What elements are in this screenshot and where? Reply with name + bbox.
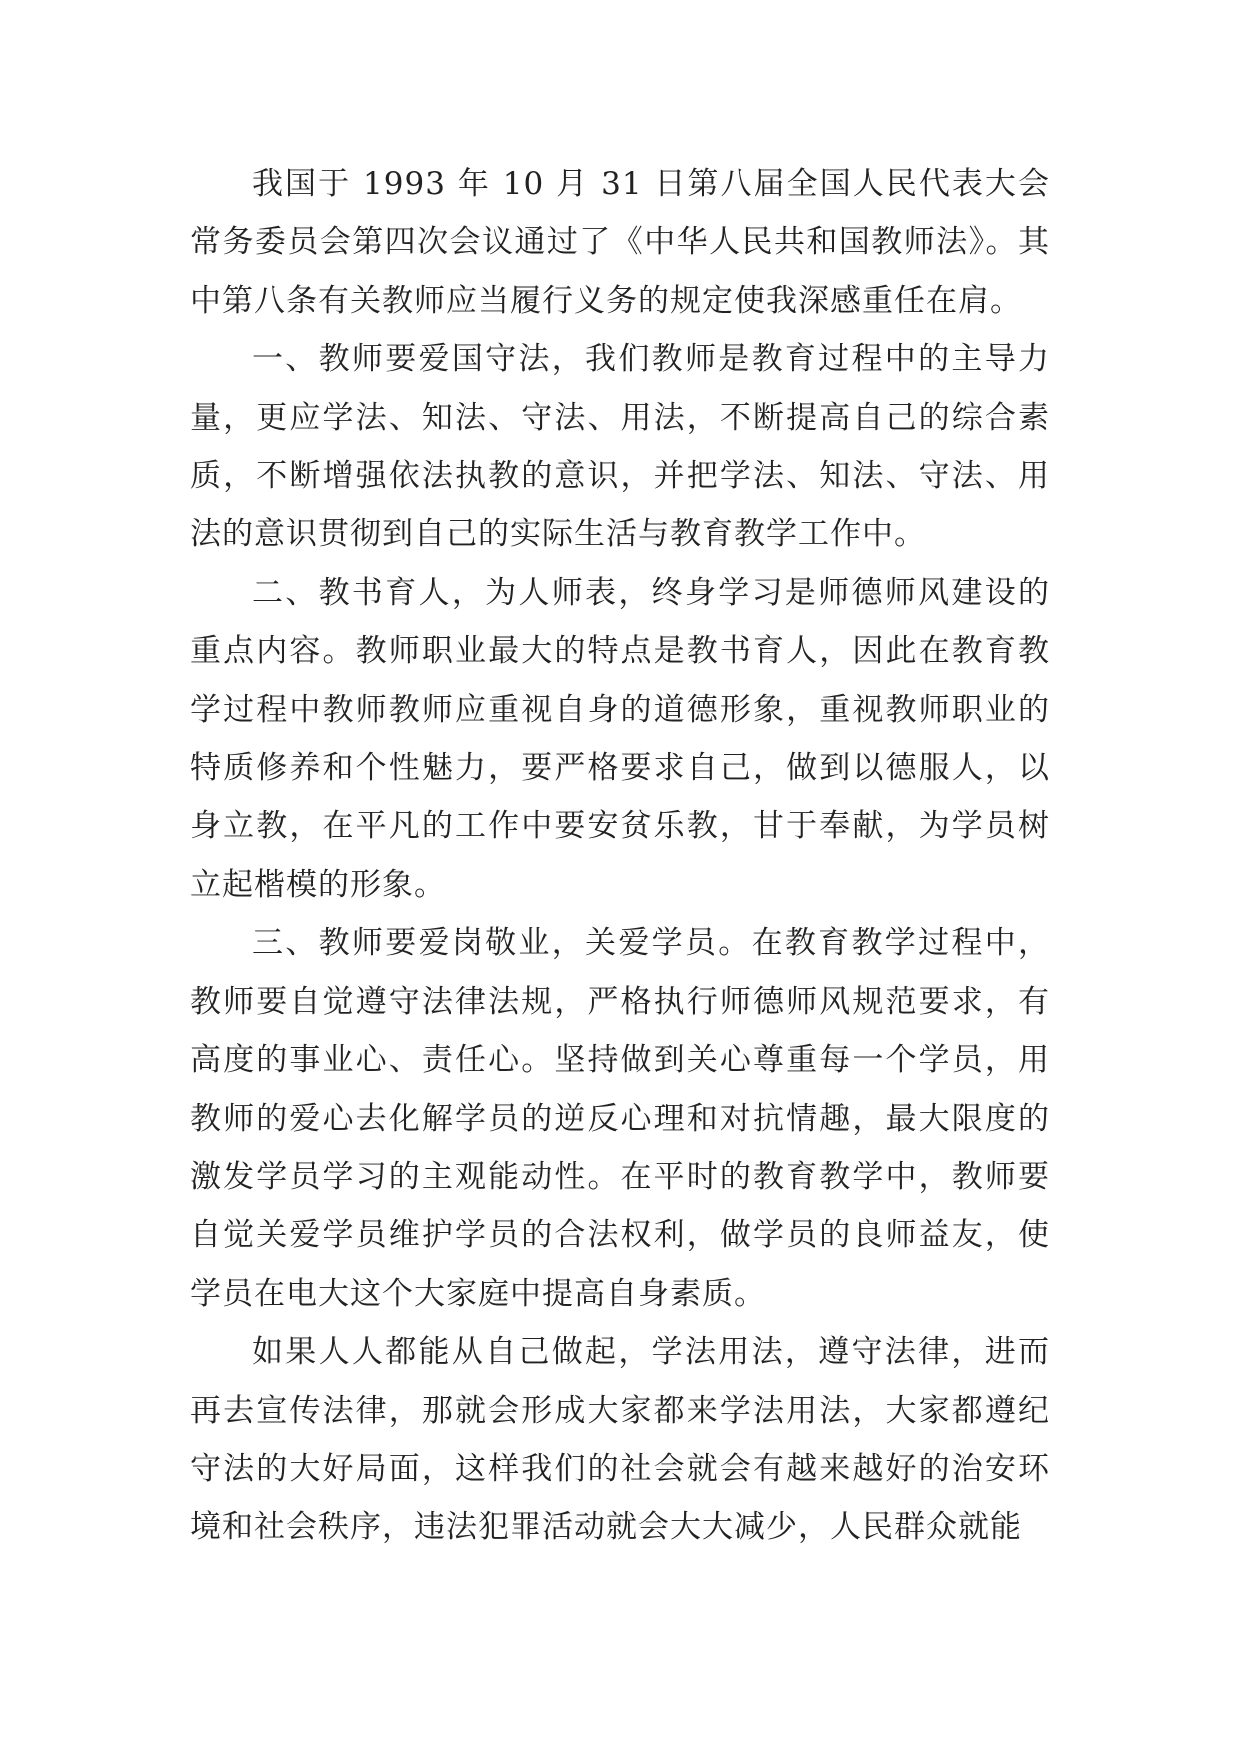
paragraph-point-three: 三、教师要爱岗敬业，关爱学员。在教育教学过程中，教师要自觉遵守法律法规，严格执行师德师风规范要求，有高度的事业心、责任心。坚持做到关心尊重每一个学员，用教师的爱心去化解学员的逆反心理和对抗情趣，最大限度的激发学员学习的主观能动性。在平时的教育教学中，教师要自觉关爱学员维护学员的合法权利，做学员的良师益友，使学员在电大这个大家庭中提高自身素质。 [190, 925, 1050, 1312]
paragraph-intro: 我国于 1993 年 10 月 31 日第八届全国人民代表大会常务委员会第四次会议通过了《中华人民共和国教师法》。其中第八条有关教师应当履行义务的规定使我深感重任在肩。 [190, 166, 1050, 319]
body-text [190, 155, 1050, 1557]
paragraph-conclusion: 如果人人都能从自己做起，学法用法，遵守法律，进而再去宣传法律，那就会形成大家都来学法用法，大家都遵纪守法的大好局面，这样我们的社会就会有越来越好的治安环境和社会秩序，违法犯罪活动就会大大减少，人民群众就能 [190, 1334, 1050, 1546]
paragraph-point-one: 一、教师要爱国守法，我们教师是教育过程中的主导力量，更应学法、知法、守法、用法，不断提高自己的综合素质，不断增强依法执教的意识，并把学法、知法、守法、用法的意识贯彻到自己的实际生活与教育教学工作中。 [190, 341, 1050, 553]
paragraph-point-two: 二、教书育人，为人师表，终身学习是师德师风建设的重点内容。教师职业最大的特点是教书育人，因此在教育教学过程中教师教师应重视自身的道德形象，重视教师职业的特质修养和个性魅力，要严格要求自己，做到以德服人，以身立教，在平凡的工作中要安贫乐教，甘于奉献，为学员树立起楷模的形象。 [190, 574, 1050, 903]
